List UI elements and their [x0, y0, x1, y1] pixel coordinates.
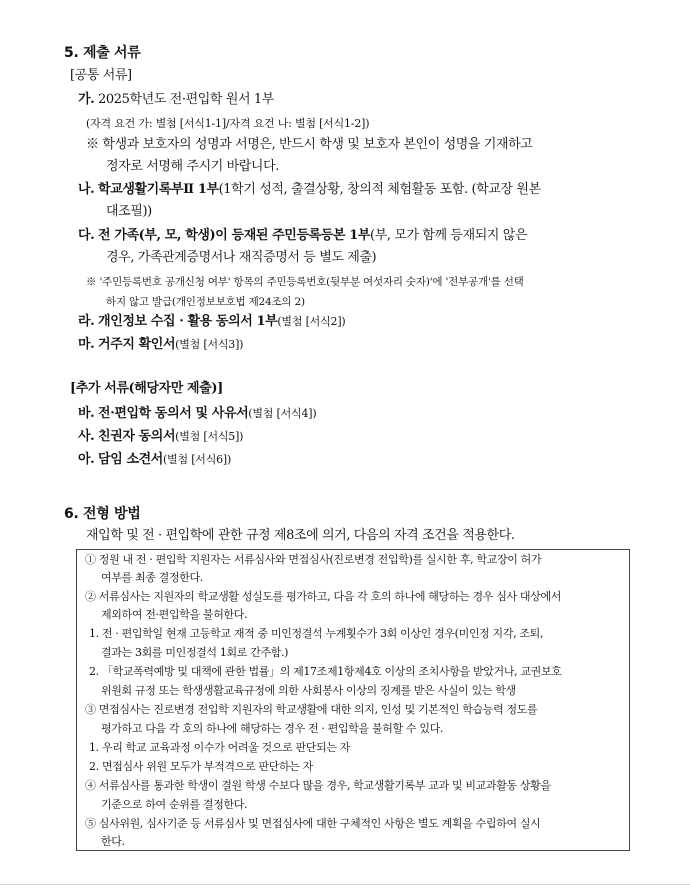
- item-ma: [78, 336, 243, 354]
- item-na-line-2: 대조필)): [106, 204, 152, 219]
- item-a-bold: 담임 소견서: [98, 452, 163, 467]
- item-da-line-2: 경우, 가족관계증명서나 재직증명서 등 별도 제출): [106, 250, 377, 265]
- criteria-line: 한다.: [101, 835, 125, 848]
- criteria-box: [76, 549, 630, 851]
- criteria-line: ① 정원 내 전 · 편입학 지원자는 서류심사와 면접심사(진로변경 전입학)를 실시한 후, 학교장이 허가: [85, 553, 542, 566]
- item-da-marker: 다.: [78, 228, 95, 243]
- criteria-line: 기준으로 하여 순위를 결정한다.: [101, 798, 248, 811]
- section-6-title: 6. 전형 방법: [64, 506, 141, 522]
- criteria-line: ⑤ 심사위원, 심사기준 등 서류심사 및 면접심사에 대한 구체적인 사항은 별도 계획을 수립하여 실시: [85, 817, 541, 830]
- item-na-rest: (1학기 성적, 출결상황, 창의적 체험활동 포함. (학교장 원본: [218, 182, 541, 197]
- item-ma-bold: 거주지 확인서: [98, 337, 176, 352]
- item-na: [78, 181, 541, 199]
- item-ga-star-line-1: ※ 학생과 보호자의 성명과 서명은, 반드시 학생 및 보호자 본인이 성명을 기재하고: [86, 137, 533, 152]
- criteria-line: 제외하여 전·편입학을 불허한다.: [101, 608, 248, 621]
- page-bottom-divider: [0, 884, 690, 885]
- criteria-line: ③ 면접심사는 진로변경 전입학 지원자의 학교생활에 대한 의지, 인성 및 기본적인 학습능력 정도를: [85, 703, 538, 716]
- item-da-star-line-2: 하지 않고 발급(개인정보보호법 제24조의 2): [106, 296, 305, 308]
- section-5-title: 5. 제출 서류: [64, 45, 141, 61]
- item-ga: [78, 91, 274, 109]
- item-da-rest: (부, 모가 함께 등재되지 않은: [370, 228, 528, 243]
- item-da-bold: 전 가족(부, 모, 학생)이 등재된 주민등록등본 1부: [98, 228, 371, 243]
- criteria-line: 2. 「학교폭력예방 및 대책에 관한 법률」의 제17조제1항제4호 이상의 조치사항을 받았거나, 교권보호: [89, 665, 562, 678]
- item-sa: [78, 428, 243, 446]
- item-sa-marker: 사.: [78, 429, 95, 444]
- criteria-line: 1. 전 · 편입학일 현재 고등학교 재적 중 미인정결석 누계횟수가 3회 이상인 경우(미인정 지각, 조퇴,: [89, 627, 544, 640]
- common-documents-header: [공통 서류]: [70, 68, 132, 83]
- criteria-line: 평가하고 다음 각 호의 하나에 해당하는 경우 전 · 편입학을 불허할 수 있다.: [101, 722, 444, 735]
- criteria-line: 위원회 규정 또는 학생생활교육규정에 의한 사회봉사 이상의 징계를 받은 사실이 있는 학생: [101, 684, 516, 697]
- item-sa-bold: 친권자 동의서: [98, 429, 176, 444]
- item-ma-rest: (별첨 [서식3]): [175, 338, 244, 351]
- item-ga-star-line-2: 정자로 서명해 주시기 바랍니다.: [106, 159, 279, 174]
- item-ba-bold: 전·편입학 동의서 및 사유서: [98, 406, 249, 421]
- item-ra-rest: (별첨 [서식2]): [277, 315, 346, 328]
- item-sa-rest: (별첨 [서식5]): [175, 430, 244, 443]
- item-da-star-line-1: ※ '주민등록번호 공개신청 여부' 항목의 주민등록번호(뒷부분 여섯자리 숫자)'에 '전부공개'를 선택: [86, 276, 524, 288]
- criteria-line: ② 서류심사는 지원자의 학교생활 성실도를 평가하고, 다음 각 호의 하나에 해당하는 경우 심사 대상에서: [85, 590, 562, 603]
- extra-documents-header: [추가 서류(해당자만 제출)]: [70, 381, 223, 396]
- item-ra-marker: 라.: [78, 314, 95, 329]
- criteria-line: 결과는 3회를 미인정결석 1회로 간주함.): [101, 646, 289, 659]
- criteria-line: 1. 우리 학교 교육과정 이수가 어려울 것으로 판단되는 자: [89, 741, 351, 754]
- item-ga-note: (자격 요건 가: 별첨 [서식1-1]/자격 요건 나: 별첨 [서식1-2]): [86, 117, 370, 130]
- item-ma-marker: 마.: [78, 337, 95, 352]
- section-6-intro: 재입학 및 전 · 편입학에 관한 규정 제8조에 의거, 다음의 자격 조건을 적용한다.: [86, 528, 515, 543]
- item-na-bold: 학교생활기록부Ⅱ 1부: [98, 182, 219, 197]
- item-ba-marker: 바.: [78, 406, 95, 421]
- item-a-marker: 아.: [78, 452, 95, 467]
- item-ra: [78, 313, 346, 331]
- criteria-line: ④ 서류심사를 통과한 학생이 결원 학생 수보다 많을 경우, 학교생활기록부 교과 및 비교과활동 상황을: [85, 779, 551, 792]
- item-ba: [78, 405, 316, 423]
- item-a: [78, 451, 231, 469]
- item-ga-text: 2025학년도 전·편입학 원서 1부: [98, 92, 274, 107]
- item-ra-bold: 개인정보 수집 · 활용 동의서 1부: [98, 314, 278, 329]
- criteria-line: 여부를 최종 결정한다.: [101, 571, 203, 584]
- item-a-rest: (별첨 [서식6]): [162, 453, 232, 466]
- item-ga-marker: 가.: [78, 92, 95, 107]
- criteria-line: 2. 면접심사 위원 모두가 부적격으로 판단하는 자: [89, 760, 313, 773]
- item-ba-rest: (별첨 [서식4]): [248, 407, 317, 420]
- item-da: [78, 227, 527, 245]
- item-na-marker: 나.: [78, 182, 95, 197]
